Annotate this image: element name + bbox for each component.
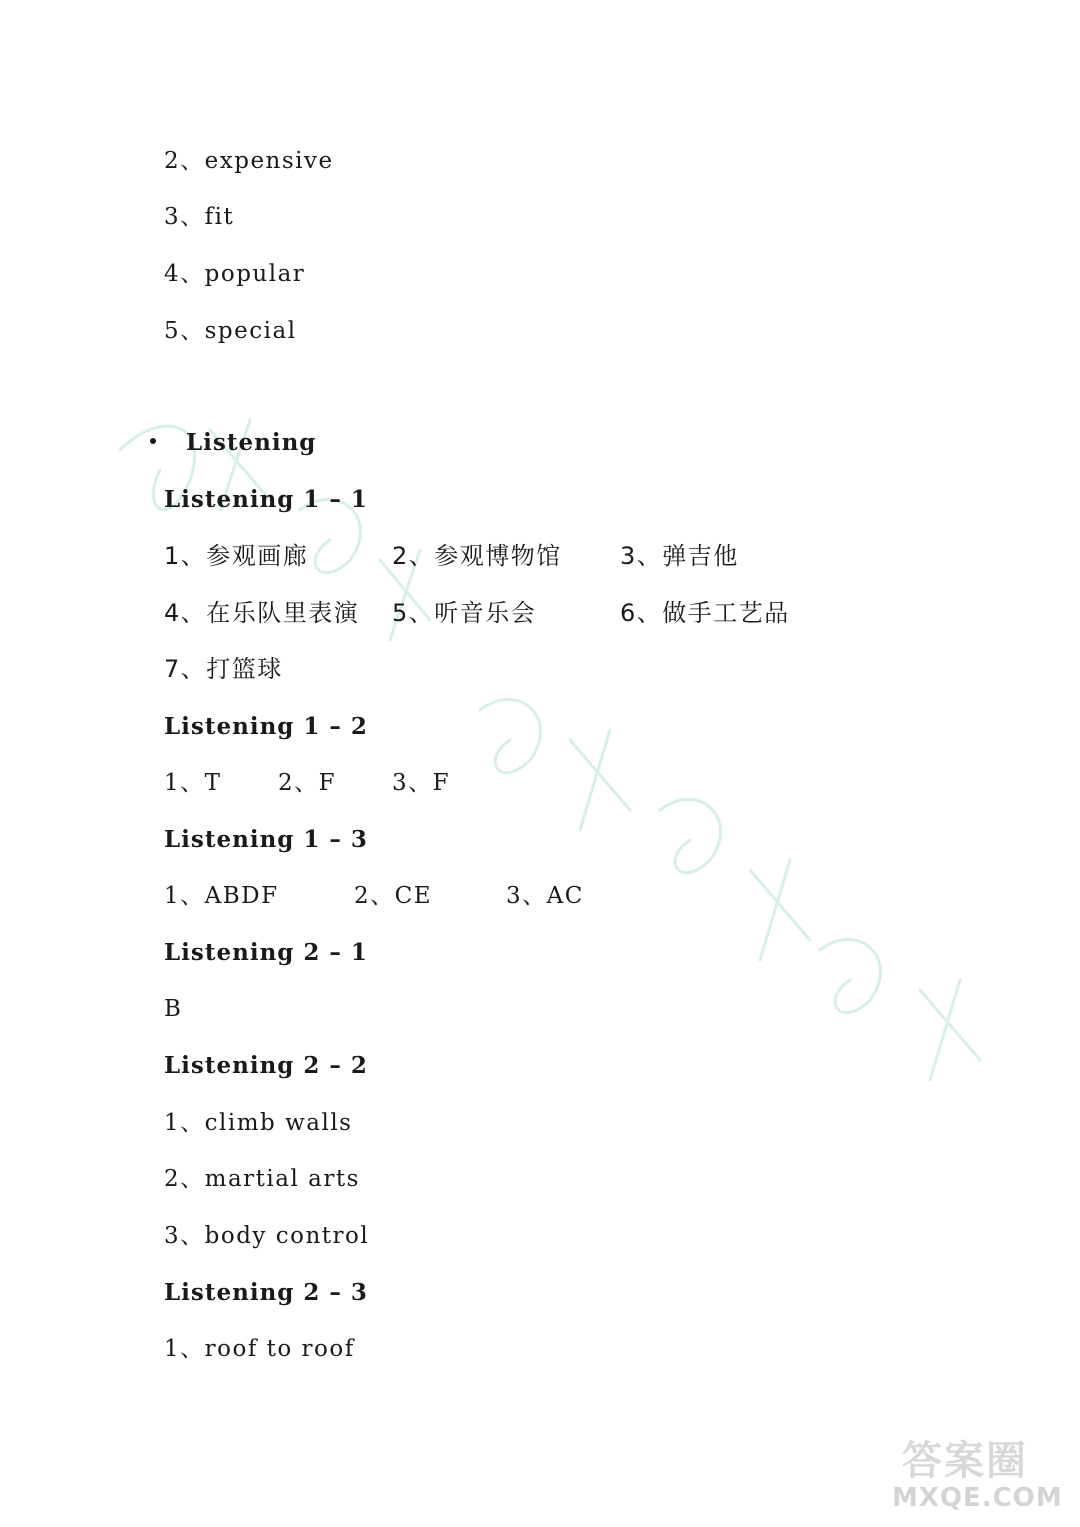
listening-1-2-row (0, 768, 1080, 798)
answer-item: 4、在乐队里表演 (164, 599, 360, 627)
listening-1-2-heading: Listening 1 – 2 (164, 713, 368, 740)
list-item: 3、fit (164, 204, 235, 230)
logo-text-bottom: MXQE.COM (892, 1483, 1063, 1513)
answer-item: 7、打篮球 (164, 655, 283, 683)
answer-item: B (164, 996, 183, 1022)
listening-1-3-row (0, 881, 1080, 911)
answer-item: 6、做手工艺品 (620, 599, 790, 627)
answer-item: 1、roof to roof (164, 1336, 355, 1362)
listening-2-3-heading: Listening 2 – 3 (164, 1279, 368, 1306)
section-title: Listening (186, 429, 317, 456)
answer-item: 1、参观画廊 (164, 542, 309, 570)
listening-1-1-row-2 (0, 598, 1080, 628)
list-item: 5、special (164, 318, 297, 344)
answer-item: 2、CE (354, 883, 433, 909)
listening-1-1-row-1 (0, 541, 1080, 571)
answer-item: 1、climb walls (164, 1110, 353, 1136)
listening-1-3-heading: Listening 1 – 3 (164, 826, 368, 853)
answer-item: 3、body control (164, 1223, 370, 1249)
answer-item: 3、AC (506, 883, 584, 909)
listening-1-1-heading: Listening 1 – 1 (164, 486, 368, 513)
answer-item: 5、听音乐会 (392, 599, 537, 627)
site-logo (892, 1429, 1062, 1519)
list-item: 4、popular (164, 261, 306, 287)
bullet-icon (150, 438, 156, 444)
answer-item: 1、ABDF (164, 883, 279, 909)
logo-text-top: 答案圈 (902, 1438, 1028, 1484)
answer-item: 2、F (278, 770, 337, 796)
answer-item: 1、T (164, 770, 222, 796)
listening-2-1-heading: Listening 2 – 1 (164, 939, 368, 966)
answer-item: 3、弹吉他 (620, 542, 739, 570)
listening-2-2-heading: Listening 2 – 2 (164, 1052, 368, 1079)
list-item: 2、expensive (164, 148, 334, 174)
answer-item: 3、F (392, 770, 451, 796)
answer-item: 2、martial arts (164, 1166, 360, 1192)
answer-item: 2、参观博物馆 (392, 542, 562, 570)
